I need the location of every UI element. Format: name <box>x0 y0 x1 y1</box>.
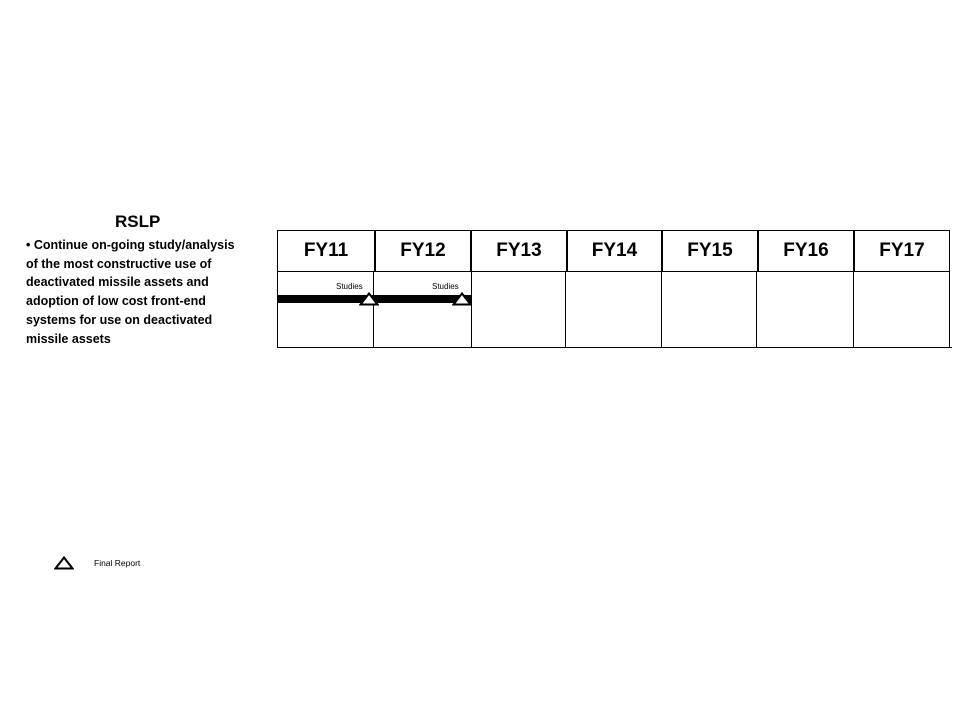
grid-line <box>471 272 472 348</box>
activity-label-fy12: Studies <box>432 282 459 291</box>
activity-label-fy11: Studies <box>336 282 363 291</box>
grid-line <box>565 272 566 348</box>
fy-cell-fy17: FY17 <box>854 230 950 272</box>
grid-baseline <box>277 347 952 348</box>
fy-cell-fy16: FY16 <box>758 230 854 272</box>
grid-line <box>756 272 757 348</box>
legend-label: Final Report <box>94 558 141 568</box>
milestone-triangle-icon <box>452 292 472 306</box>
grid-line <box>853 272 854 348</box>
fy-cell-fy14: FY14 <box>567 230 662 272</box>
milestone-triangle-icon <box>359 292 379 306</box>
fy-cell-fy12: FY12 <box>375 230 471 272</box>
fy-cell-fy13: FY13 <box>471 230 567 272</box>
program-title: RSLP <box>115 212 161 231</box>
grid-line <box>277 272 278 348</box>
fy-cell-fy11: FY11 <box>277 230 375 272</box>
fy-cell-fy15: FY15 <box>662 230 758 272</box>
legend-triangle-icon <box>54 556 74 570</box>
grid-line <box>661 272 662 348</box>
program-description: • Continue on-going study/analysis of the most constructive use of deactivated missile assets and adoption of low cost front-end systems for use on deactivated missile assets <box>26 238 235 346</box>
grid-line <box>949 272 950 348</box>
grid-line <box>373 272 374 348</box>
